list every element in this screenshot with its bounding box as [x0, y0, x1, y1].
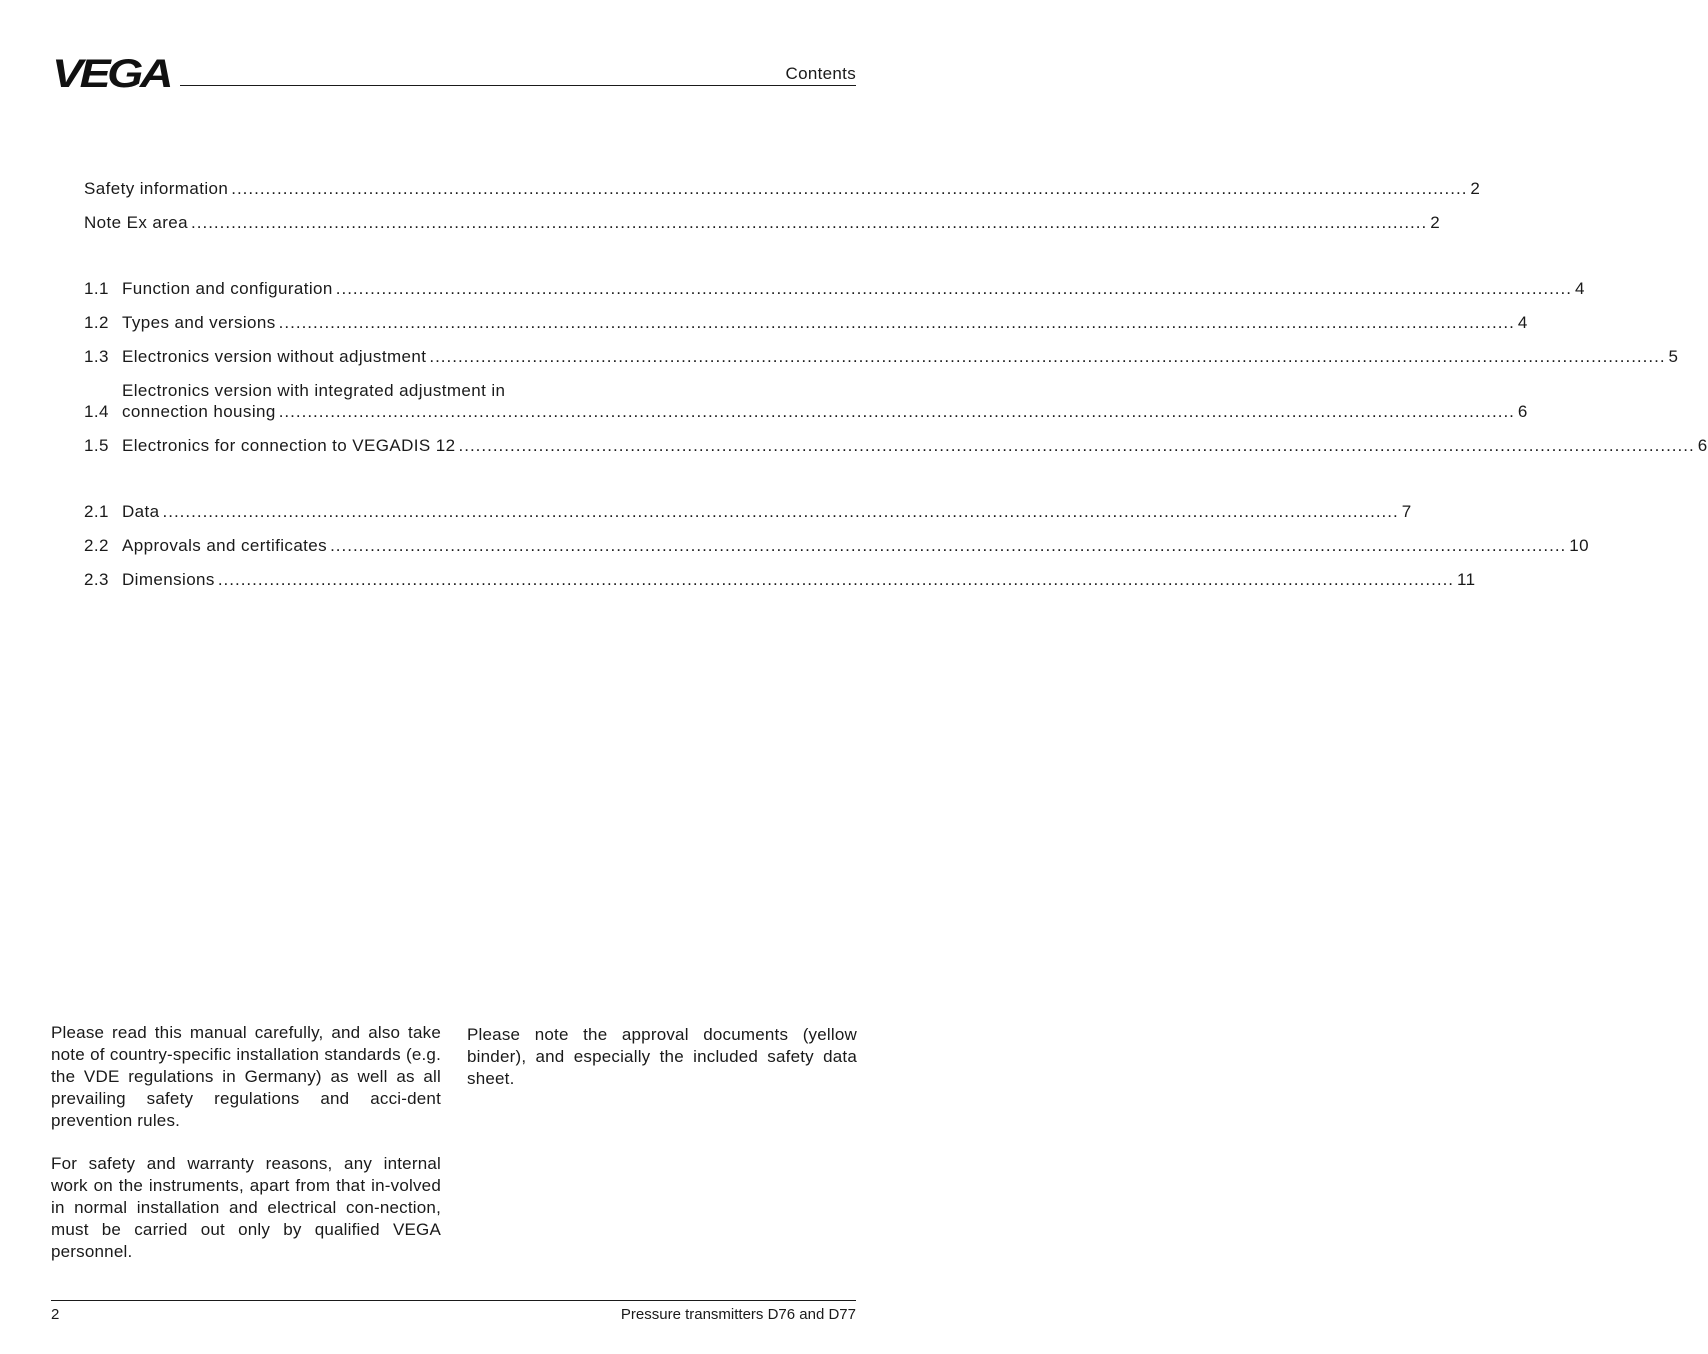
toc-entry[interactable]: [84, 312, 1528, 333]
safety-text-left: [51, 1022, 441, 1284]
toc-entry-number: 1.1: [84, 279, 109, 298]
toc-leader-dots: [279, 401, 1515, 422]
toc-leader-dots: [163, 501, 1399, 522]
toc-entry[interactable]: [84, 435, 1708, 456]
toc-page-number: 2: [1470, 179, 1481, 198]
toc-entry-number: 1.5: [84, 436, 109, 455]
toc-entry-title: Approvals and certificates: [122, 536, 328, 555]
toc-leader-dots: [336, 278, 1572, 299]
toc-leader-dots: [429, 346, 1665, 367]
toc-group: [84, 178, 1481, 233]
toc-entry-number: 1.4: [84, 402, 109, 421]
toc-leader-dots: [459, 435, 1695, 456]
toc-entry-number: 1.2: [84, 313, 109, 332]
vega-logo: [52, 52, 172, 96]
toc-page-number: 11: [1457, 570, 1476, 589]
toc-page-number: 5: [1668, 347, 1679, 366]
toc-entry-number: 2.2: [84, 536, 109, 555]
paragraph: Please note the approval documents (yellow binder), and especially the included safety data sheet.: [467, 1025, 857, 1088]
toc-group: [84, 501, 1589, 590]
toc-entry-title: Function and configuration: [122, 279, 333, 298]
toc-entry-title: Electronics for connection to VEGADIS 12: [122, 436, 456, 455]
svg-text:VEGA: VEGA: [52, 52, 171, 96]
toc-entry-number: 2.3: [84, 570, 109, 589]
toc-entry-title: Electronics version without adjustment: [122, 347, 427, 366]
toc-entry[interactable]: [84, 212, 1441, 233]
safety-text-right: [467, 1024, 857, 1111]
table-of-contents: [84, 178, 1708, 635]
toc-entry[interactable]: [84, 380, 1528, 422]
toc-entry-title: Dimensions: [122, 570, 215, 589]
toc-entry[interactable]: [84, 346, 1679, 367]
toc-entry[interactable]: [84, 501, 1412, 522]
toc-page-number: 4: [1574, 279, 1585, 298]
toc-page-number: 6: [1697, 436, 1708, 455]
toc-entry[interactable]: [84, 535, 1589, 556]
page-header: [52, 52, 856, 96]
toc-page-number: 7: [1401, 502, 1412, 521]
page-title: Contents: [785, 64, 856, 83]
toc-entry[interactable]: [84, 178, 1481, 199]
toc-entry-number: 2.1: [84, 502, 109, 521]
toc-entry[interactable]: [84, 569, 1476, 590]
toc-entry-title: Electronics version with integrated adjustment in: [122, 381, 506, 400]
toc-entry-title: Data: [122, 502, 160, 521]
toc-leader-dots: [330, 535, 1566, 556]
toc-page-number: 2: [1430, 213, 1441, 232]
header-rule: [180, 85, 856, 86]
footer-rule: [51, 1300, 856, 1301]
toc-page-number: 10: [1569, 536, 1589, 555]
toc-entry-title: Note Ex area: [84, 213, 189, 232]
toc-group: [84, 278, 1708, 456]
footer-document-title: Pressure transmitters D76 and D77: [620, 1306, 856, 1323]
toc-leader-dots: [279, 312, 1515, 333]
toc-entry-title: connection housing: [122, 402, 276, 421]
toc-entry-title: Safety information: [84, 179, 229, 198]
paragraph: For safety and warranty reasons, any internal work on the instruments, apart from that in-volved in normal installation and electrical con-nection, must be carried out only by qualified VEGA personnel.: [51, 1154, 441, 1261]
toc-leader-dots: [191, 212, 1427, 233]
toc-page-number: 4: [1517, 313, 1528, 332]
toc-leader-dots: [231, 178, 1467, 199]
paragraph: Please read this manual carefully, and also take note of country-specific installation standards (e.g. the VDE regulations in Germany) as well as all prevailing safety regulations and acci-dent prevention rules.: [51, 1023, 441, 1130]
toc-page-number: 6: [1517, 402, 1528, 421]
toc-entry-number: 1.3: [84, 347, 109, 366]
toc-entry[interactable]: [84, 278, 1585, 299]
footer-page-number: 2: [51, 1306, 60, 1323]
toc-entry-title: Types and versions: [122, 313, 276, 332]
toc-leader-dots: [218, 569, 1454, 590]
